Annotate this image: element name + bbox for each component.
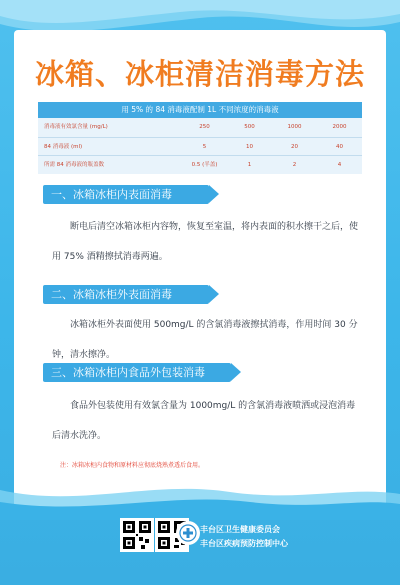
table-cell: 1000 [287, 124, 302, 130]
table-cell: 10 [246, 143, 253, 150]
content-card [14, 30, 386, 510]
qr-code-left [120, 518, 154, 552]
section-text-food-packaging: 食品外包装使用有效氯含量为 1000mg/L 的含氯消毒液喷洒或浸泡消毒后清水洗净。 [52, 401, 356, 441]
health-commission-logo-icon [176, 521, 200, 545]
section-title-inner-surface: 一、冰箱冰柜内表面消毒 [43, 185, 209, 204]
table-cell: 2 [292, 162, 297, 169]
table-cell: 1 [247, 162, 252, 169]
table-cell: 4 [337, 162, 342, 169]
table-row-label: 消毒液有效氯含量 (mg/L) [44, 124, 108, 130]
section-text-outer-surface: 冰箱冰柜外表面使用 500mg/L 的含氯消毒液擦拭消毒，作用时间 30 分钟，清水擦净。 [52, 320, 358, 360]
table-cell: 40 [336, 143, 343, 150]
table-row-label: 所需 84 消毒液的瓶盖数 [44, 162, 104, 169]
table-cell: 5 [202, 143, 207, 150]
table-row [38, 137, 362, 156]
table-cell: 0.5 (半盖) [191, 162, 218, 169]
organization-name-health-commission: 丰台区卫生健康委员会 [200, 524, 280, 534]
table-cell: 250 [199, 124, 210, 130]
table-cell: 2000 [332, 124, 347, 130]
section-title-outer-surface: 二、冰箱冰柜外表面消毒 [43, 285, 209, 304]
table-cell: 500 [244, 124, 255, 130]
section-title-food-packaging: 三、冰箱冰柜内食品外包装消毒 [43, 363, 231, 382]
table-cell: 20 [291, 143, 298, 150]
dilution-table [38, 102, 362, 174]
table-row-label: 84 消毒液 (ml) [44, 143, 83, 150]
bottom-wave-decoration [0, 480, 400, 520]
table-row [38, 118, 362, 137]
page-title: 冰箱、冰柜清洁消毒方法 [34, 57, 365, 91]
table-header: 用 5% 的 84 消毒液配制 1L 不同浓度的消毒液 [38, 102, 362, 118]
footnote: 注：冰箱冰柜内食物和原材料应彻底烧熟煮透后食用。 [60, 462, 205, 469]
organization-name-cdc: 丰台区疾病预防控制中心 [200, 538, 288, 548]
table-row [38, 155, 362, 174]
section-text-inner-surface: 断电后清空冰箱冰柜内容物，恢复至室温，将内表面的积水擦干之后，使用 75% 酒精擦拭消毒两遍。 [52, 222, 359, 262]
